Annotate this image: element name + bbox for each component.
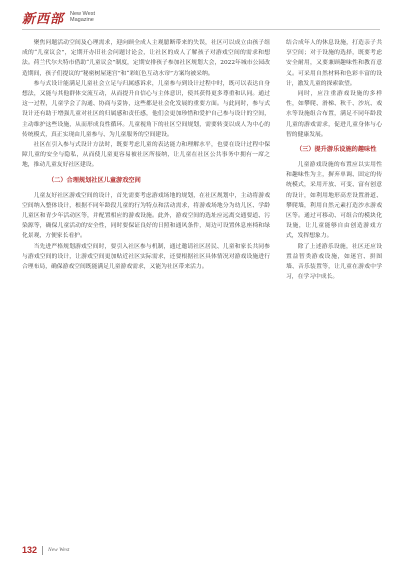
section-heading: （二）合理规划社区儿童游戏空间 (48, 176, 141, 184)
paragraph: 结合成年人的休息设施，打造亲子共享空间；对于设施的选择，既要考虑安全耐用，又要兼顾趣味性和教育意义。可采用自然材料和色彩丰富的设计，激发儿童的探索欲望。 (286, 40, 382, 87)
article-left-column (22, 38, 270, 272)
paragraph: 儿童游戏设施的布置应以实用性和趣味性为主，摒弃单调、固定的传统模式，采用开放、可变、富有创意的设计，如利用地形高差设置滑道、攀爬墙，利用自然元素打造沙水游戏区等。通过可移动、可组合的模块化设施，让儿童能够自由创造游戏方式，发挥想象力。 (286, 162, 382, 240)
magazine-logo (22, 8, 95, 26)
paragraph: 除了上述游乐设施，社区还应设置益智类游戏设施，如迷宫、拼图墙、音乐装置等，让儿童在游戏中学习，在学习中成长。 (286, 243, 382, 281)
paragraph: 同时，应注重游戏设施的多样性，如攀爬、滑梯、秋千、沙坑、戏水等设施组合布置，满足不同年龄段儿童的游戏需求，促进儿童身体与心智的健康发展。 (286, 91, 382, 138)
paragraph: 儿童友好社区游戏空间的设计，首先需要考虑游戏场地的规划，在社区规划中，主动将游戏空间纳入整体设计，根据不同年龄段儿童的行为特点和活动需求，将游戏场地分为幼儿区、学龄儿童区和青少年活动区等，并配置相应的游戏设施。此外，游戏空间的选址应远离交通要道、污染源等，确保儿童活动的安全性，同时要保证良好的日照和通风条件，周边可设置休息座椅和绿化景观，方便家长看护。 (22, 192, 270, 240)
article-right-column (286, 38, 382, 282)
section-heading: （三）提升游乐设施的趣味性 (296, 146, 377, 154)
paragraph: 参与式设计能满足儿童社会立足与归属感诉求，儿童参与到设计过程中时，既可以表达自身想法，又能与其他群体交流互动，从而提升自信心与主体意识，使其获得更多尊重和认同。通过这一过程，儿童学会了沟通、协商与妥协，这些都是社会化发展的重要方面。与此同时，参与式设计还有助于增强儿童对社区的归属感和责任感，他们会更加珍惜和爱护自己参与设计的空间，主动维护这些设施，从而形成良性循环。儿童视角下的社区空间规划，需要转变以成人为中心的传统模式，真正实现由儿童参与、为儿童服务的空间建设。 (22, 80, 270, 138)
logo-chinese: 新西部 (22, 11, 65, 27)
paragraph: 社区在引入参与式设计方法时，既要考虑儿童的表达能力和理解水平，也要在设计过程中保障儿童的安全与隐私，从而使儿童更容易被社区所接纳，让儿童在社区公共事务中拥有一席之地，推动儿童友好社区建设。 (22, 142, 270, 169)
logo-english (70, 11, 95, 23)
footer-magazine-name: New West (48, 547, 70, 553)
header-divider (22, 29, 380, 30)
logo-english-line1: New West (70, 11, 95, 17)
paragraph: 当先进严格规划游戏空间时，要引入社区参与机制，通过邀请社区居民、儿童和家长共同参与游戏空间的设计，让游戏空间更加贴近社区实际需求，还要根据社区具体情况对游戏设施进行合理布局，确保游戏空间既能满足儿童游戏需求，又能为社区带来活力。 (22, 243, 270, 271)
page-footer (22, 545, 69, 555)
paragraph: 聚焦问题活动空间及心理需求，迎向顾全成人主观臆断带来的失误，社区可以成立由孩子组成的“儿童议会”，定期开办旧社会问题讨论会，让社区的成人了解孩子对游戏空间的需求和想法。荷兰代尔夫特市借助“儿童议会”制度，定期安排孩子参加社区规划大会，2022年城市公园改造期间，孩子们提议的“秘密树屋迷宫”和“彩虹色互动水帘”方案均被采纳。 (22, 40, 270, 77)
logo-english-line2: Magazine (70, 17, 94, 23)
page-number: 132 (22, 545, 38, 555)
footer-divider (42, 546, 43, 555)
